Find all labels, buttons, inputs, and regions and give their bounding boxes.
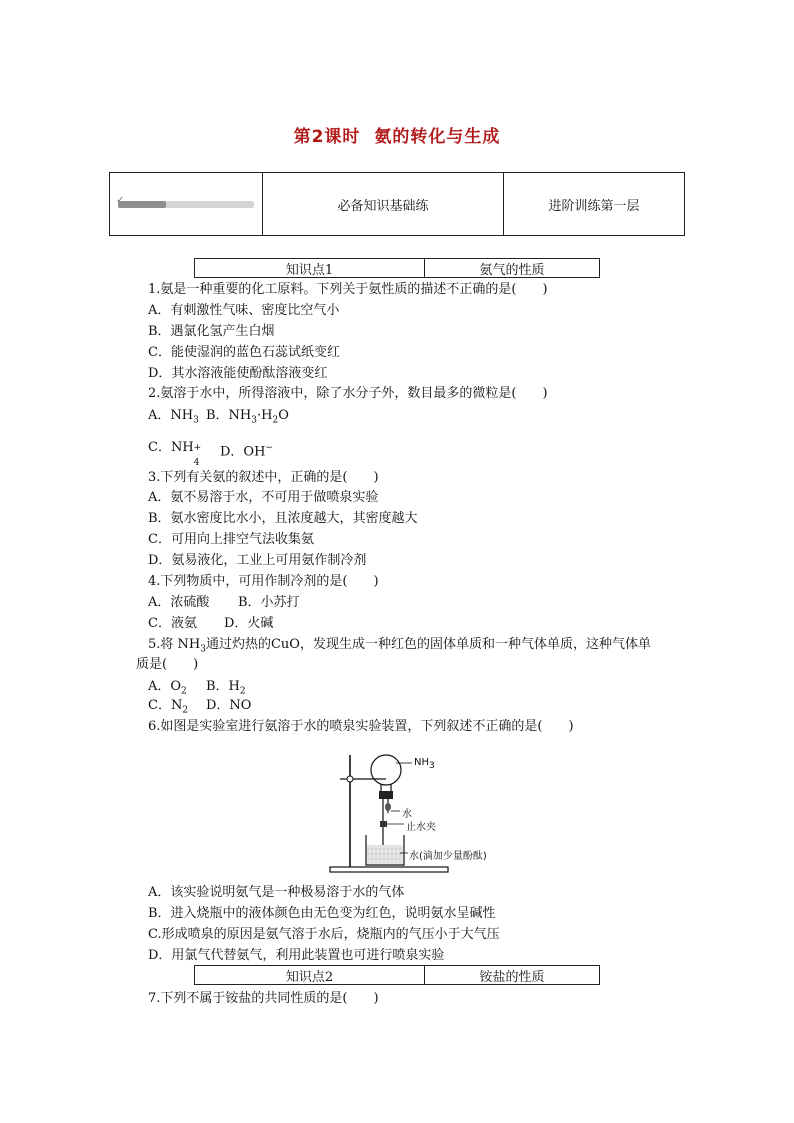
progress-fill bbox=[118, 201, 166, 208]
section-header-table bbox=[109, 172, 685, 236]
fountain-experiment-figure bbox=[328, 745, 498, 875]
question-2-option-b: B．$NH_3\cdot H_2O$ bbox=[206, 408, 289, 426]
knowledge-point-1 bbox=[194, 258, 600, 278]
question-2-option-d: D．OH− bbox=[220, 443, 273, 460]
figure-label-beaker: 水(滴加少量酚酞) bbox=[409, 851, 487, 862]
question-3-stem: 3.下列有关氨的叙述中，正确的是( ) bbox=[148, 470, 379, 485]
figure-label-water: 水 bbox=[402, 809, 412, 820]
knowledge-point-topic: 铵盐的性质 bbox=[479, 969, 545, 985]
check-icon: ✓ bbox=[116, 194, 125, 206]
question-4-option-b: B．小苏打 bbox=[238, 595, 300, 610]
question-2-option-a: A．$NH_3$ bbox=[148, 408, 199, 426]
lesson-number: 第2课时 bbox=[293, 127, 361, 147]
question-6-option-a: A．该实验说明氨气是一种极易溶于水的气体 bbox=[148, 885, 405, 900]
question-5-option-d: D．NO bbox=[206, 698, 252, 713]
figure-label-nh3: $NH_3$ bbox=[414, 757, 435, 771]
question-2-stem: 2.氨溶于水中，所得溶液中，除了水分子外，数目最多的微粒是( ) bbox=[148, 386, 548, 401]
question-3-option-a: A．氨不易溶于水，不可用于做喷泉实验 bbox=[148, 490, 379, 505]
question-5-option-b: B．$H_2$ bbox=[206, 679, 246, 697]
question-6-stem: 6.如图是实验室进行氨溶于水的喷泉实验装置，下列叙述不正确的是( ) bbox=[148, 719, 574, 734]
question-6-option-d: D．用氯气代替氨气，利用此装置也可进行喷泉实验 bbox=[148, 948, 445, 963]
question-1-option-c: C．能使湿润的蓝色石蕊试纸变红 bbox=[148, 345, 340, 360]
page-title bbox=[0, 122, 794, 147]
question-4-option-d: D．火碱 bbox=[224, 616, 274, 631]
question-4-option-a: A．浓硫酸 bbox=[148, 595, 210, 610]
question-5-stem-cont: 质是( ) bbox=[136, 657, 199, 672]
question-7-stem: 7.下列不属于铵盐的共同性质的是( ) bbox=[148, 991, 379, 1006]
question-1-option-a: A．有刺激性气味、密度比空气小 bbox=[148, 303, 340, 318]
knowledge-point-2 bbox=[194, 965, 600, 985]
knowledge-point-topic: 氨气的性质 bbox=[479, 262, 545, 278]
question-5-option-c: C．$N_2$ bbox=[148, 698, 189, 716]
progress-cell bbox=[110, 173, 263, 235]
knowledge-point-label: 知识点2 bbox=[195, 966, 425, 984]
knowledge-point-label: 知识点1 bbox=[195, 259, 425, 277]
question-4-stem: 4.下列物质中，可用作制冷剂的是( ) bbox=[148, 574, 379, 589]
figure-label-clamp: 止水夹 bbox=[406, 822, 436, 833]
question-2-option-c: C．NH + 4 bbox=[148, 440, 202, 468]
question-5-option-a: A．$O_2$ bbox=[148, 679, 187, 697]
question-4-option-c: C．液氨 bbox=[148, 616, 197, 631]
lesson-topic: 氨的转化与生成 bbox=[374, 127, 501, 147]
advanced-training-cell: 进阶训练第一层 bbox=[548, 198, 640, 214]
question-1-stem: 1.氨是一种重要的化工原料。下列关于氨性质的描述不正确的是( ) bbox=[148, 282, 548, 297]
basic-knowledge-cell: 必备知识基础练 bbox=[263, 173, 504, 235]
question-3-option-b: B．氨水密度比水小，且浓度越大，其密度越大 bbox=[148, 511, 418, 526]
question-3-option-c: C．可用向上排空气法收集氨 bbox=[148, 532, 314, 547]
question-5-stem: 5.将 $NH_3$通过灼热的CuO，发现生成一种红色的固体单质和一种气体单质，这种气体单 bbox=[148, 637, 651, 655]
question-6-option-b: B．进入烧瓶中的液体颜色由无色变为红色，说明氨水呈碱性 bbox=[148, 906, 496, 921]
question-1-option-b: B．遇氯化氢产生白烟 bbox=[148, 324, 275, 339]
progress-bar bbox=[116, 194, 254, 208]
question-3-option-d: D．氨易液化，工业上可用氨作制冷剂 bbox=[148, 553, 367, 568]
question-6-option-c: C.形成喷泉的原因是氨气溶于水后，烧瓶内的气压小于大气压 bbox=[148, 927, 500, 942]
question-1-option-d: D．其水溶液能使酚酞溶液变红 bbox=[148, 366, 328, 381]
